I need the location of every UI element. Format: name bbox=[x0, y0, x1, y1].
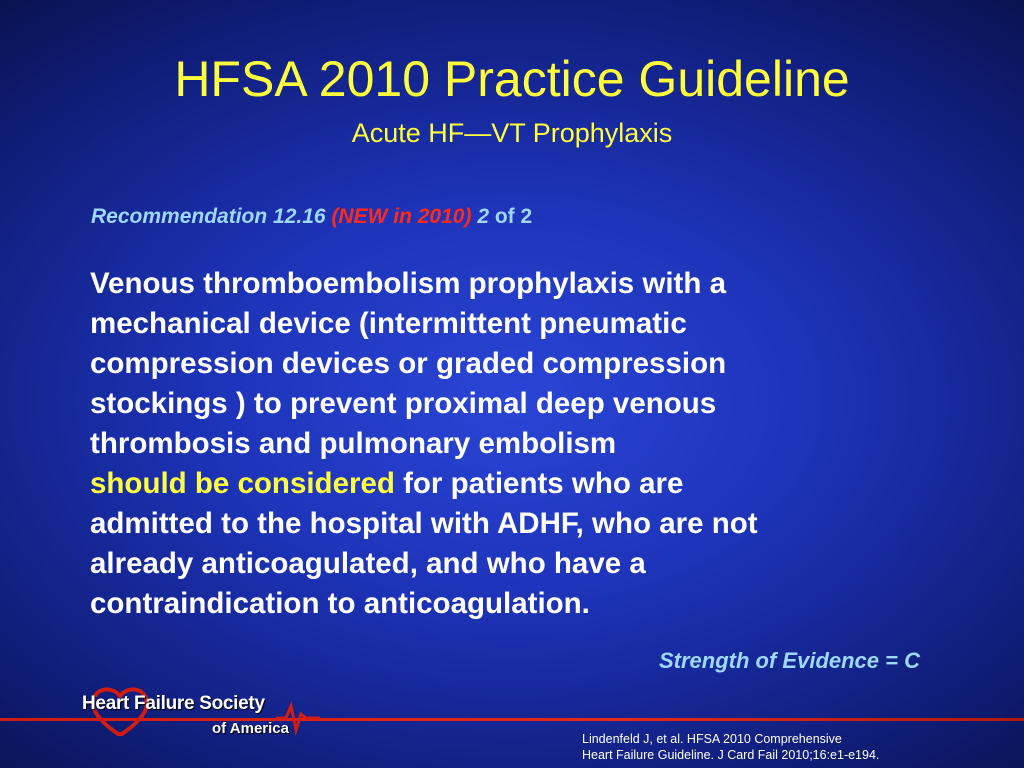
recommendation-label: Recommendation 12.16 bbox=[91, 205, 326, 228]
recommendation-heading bbox=[91, 203, 532, 231]
citation-line2: Heart Failure Guideline. J Card Fail 2010;16:e1-e194. bbox=[582, 748, 880, 762]
should-be-considered-highlight: should be considered bbox=[90, 467, 395, 500]
body-line: contraindication to anticoagulation. bbox=[90, 587, 590, 620]
hfsa-logo bbox=[80, 676, 320, 746]
body-line: mechanical device (intermittent pneumatic bbox=[90, 307, 687, 340]
slide-title: HFSA 2010 Practice Guideline bbox=[174, 51, 850, 107]
body-line: stockings ) to prevent proximal deep venous bbox=[90, 387, 717, 420]
recommendation-body bbox=[90, 264, 950, 624]
slide-subtitle: Acute HF—VT Prophylaxis bbox=[351, 118, 673, 148]
logo-text-line2: of America bbox=[212, 720, 289, 737]
body-line: thrombosis and pulmonary embolism bbox=[90, 427, 617, 460]
new-in-2010-tag: (NEW in 2010) bbox=[331, 205, 472, 228]
body-line: Venous thromboembolism prophylaxis with a bbox=[90, 267, 726, 300]
body-line-highlighted bbox=[90, 464, 950, 504]
citation bbox=[582, 731, 879, 763]
body-line-continuation: for patients who are bbox=[403, 467, 684, 500]
body-line: admitted to the hospital with ADHF, who are not bbox=[90, 507, 758, 540]
strength-of-evidence: Strength of Evidence = C bbox=[659, 648, 920, 673]
recommendation-part-total: of 2 bbox=[494, 205, 533, 228]
recommendation-part-number: 2 bbox=[477, 205, 489, 228]
body-line: compression devices or graded compression bbox=[90, 347, 727, 380]
citation-line1: Lindenfeld J, et al. HFSA 2010 Comprehensive bbox=[582, 732, 842, 746]
logo-text-line1: Heart Failure Society bbox=[82, 693, 265, 714]
body-line: already anticoagulated, and who have a bbox=[90, 547, 646, 580]
